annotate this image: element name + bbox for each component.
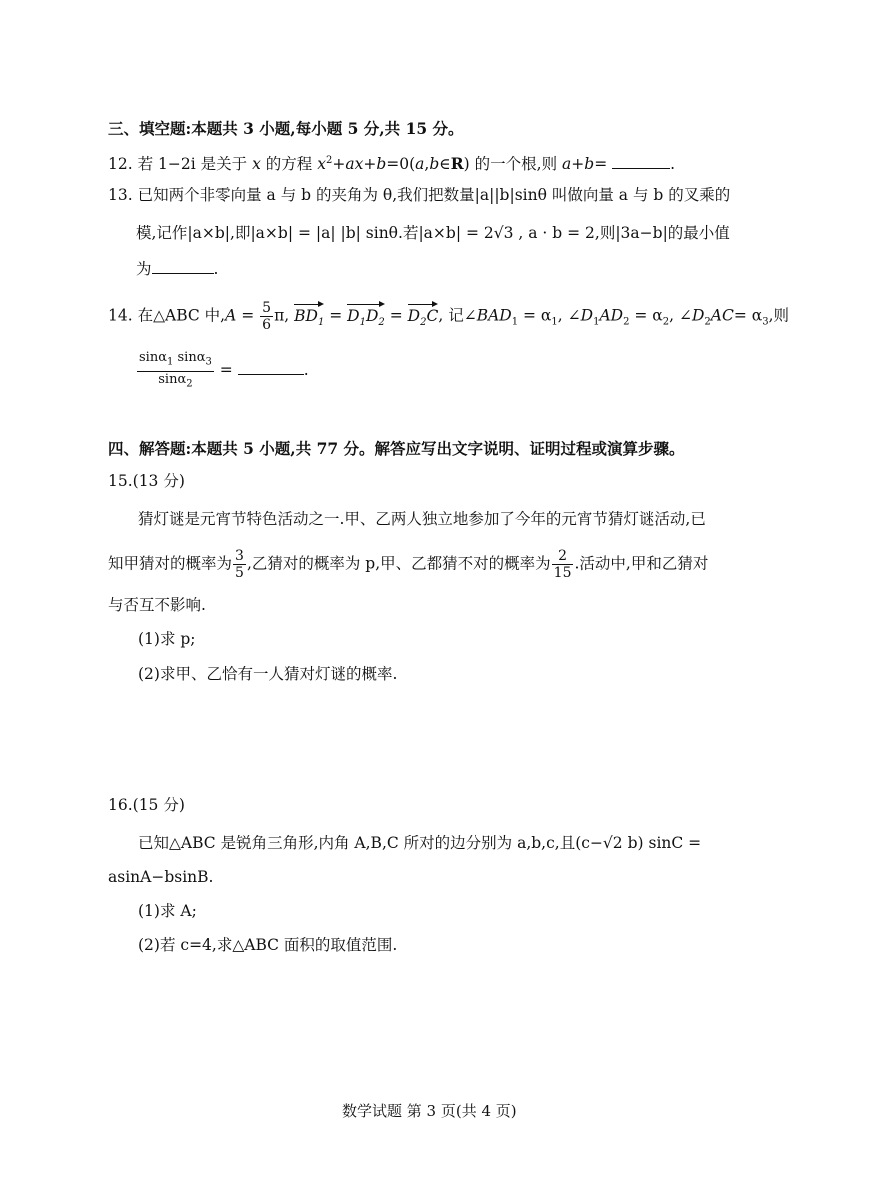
answer-blank[interactable] xyxy=(612,154,670,169)
answer-blank[interactable] xyxy=(238,360,304,375)
fraction-5-6: $\frac{5}{6}$ xyxy=(262,300,272,333)
question-13-line1: 13. 已知两个非零向量 a 与 b 的夹角为 θ,我们把数量|a||b|sinθ 叫做向量 a 与 b 的叉乘的 xyxy=(108,186,731,204)
question-12: 12. 若 1−2i 是关于 x 的方程 $x^2+ax+b=0(a,b\in R)$ 的一个根,则 a+b= . xyxy=(108,154,676,174)
question-16-line1: 已知△ABC 是锐角三角形,内角 A,B,C 所对的边分别为 a,b,c,且(c−√2 b) sinC = xyxy=(138,834,702,852)
question-15-part2: (2)求甲、乙恰有一人猜对灯谜的概率. xyxy=(138,665,398,683)
section4-heading: 四、解答题:本题共 5 小题,共 77 分。解答应写出文字说明、证明过程或演算步骤。 xyxy=(108,439,685,458)
question-16-part1: (1)求 A; xyxy=(138,902,197,920)
question-14-expression: $\frac{\sin\alpha_1 \sin\alpha_3}{\sin\alpha_2}$ = . xyxy=(136,350,309,392)
question-16-title: 16.(15 分) xyxy=(108,796,185,814)
question-15-title: 15.(13 分) xyxy=(108,472,185,490)
question-15-part1: (1)求 p; xyxy=(138,630,196,648)
question-15-line3: 与否互不影响. xyxy=(108,596,206,614)
question-15-line1: 猜灯谜是元宵节特色活动之一.甲、乙两人独立地参加了今年的元宵节猜灯谜活动,已 xyxy=(138,510,706,528)
question-13-line2: 模,记作|a×b|,即|a×b| = |a| |b| sinθ.若|a×b| = 2√3 , a · b = 2,则|3a−b|的最小值 xyxy=(136,224,730,242)
question-16-line2: asinA−bsinB. xyxy=(108,868,214,886)
question-15-line2: 知甲猜对的概率为 $\frac{3}{5}$ ,乙猜对的概率为 p,甲、乙都猜不对的概率为 $\frac{2}{15}$ .活动中,甲和乙猜对 xyxy=(108,548,709,581)
answer-blank[interactable] xyxy=(152,259,214,274)
page-footer: 数学试题 第 3 页(共 4 页) xyxy=(342,1102,517,1120)
question-16-part2: (2)若 c=4,求△ABC 面积的取值范围. xyxy=(138,936,398,954)
fraction-2-15: $\frac{2}{15}$ xyxy=(553,548,572,581)
fraction-3-5: $\frac{3}{5}$ xyxy=(235,548,244,581)
section3-heading: 三、填空题:本题共 3 小题,每小题 5 分,共 15 分。 xyxy=(108,119,464,138)
question-13-line3: 为 . xyxy=(136,260,219,278)
question-14: 14. 在△ABC 中,A = $\frac{5}{6}$ π, $BD_1 = D_1D_2 = D_2C$, 记$\angle BAD_1 = \alpha_1$, $\angle D_1AD_2 = \alpha_2$, $\angle D_2AC= \alpha_3$,则 xyxy=(108,300,790,333)
